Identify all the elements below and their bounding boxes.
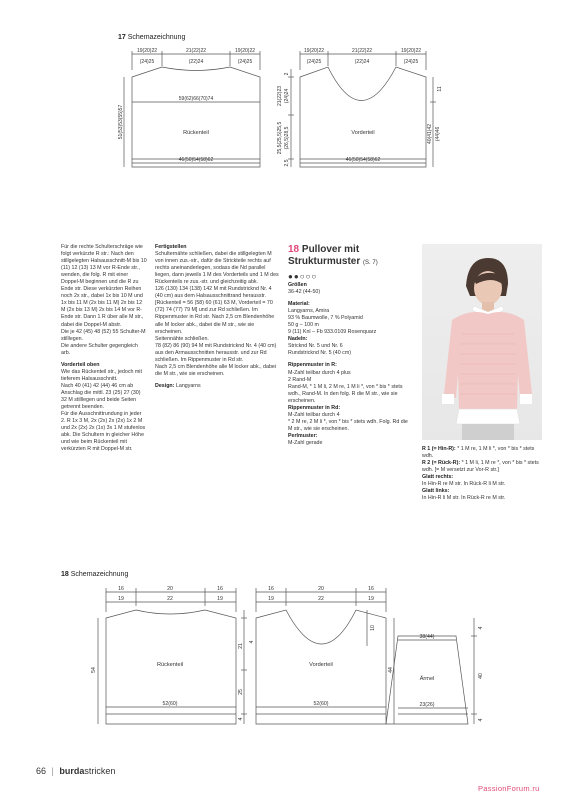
front17-hem: 2,5 xyxy=(284,159,290,167)
glatt-rechts-text: In Hin-R re M str. In Rück-R li M str. xyxy=(422,481,506,488)
front18-top2-3: 19 xyxy=(368,596,374,602)
column-3 xyxy=(288,244,413,447)
col1-para-4: Wie das Rückenteil str., jedoch mit tieferem Halsausschnitt. xyxy=(61,368,142,382)
column-4 xyxy=(422,446,544,502)
row2-text: * 1 M li, 1 M re *, von * bis * stets wdh. [= M versetzt zur Vor-R str.] xyxy=(422,460,539,474)
back17-top-dim2-1: (24)25 xyxy=(139,59,155,65)
column-1 xyxy=(61,244,147,453)
front18-top1-2: 20 xyxy=(318,586,324,592)
glatt-links-heading: Glatt links: xyxy=(422,488,450,495)
back18-top2-3: 19 xyxy=(217,596,223,602)
col2-para-4: 78 (82) 86 (90) 94 M mit Rundstricknd Nr. 4 (40 cm) aus den Armausschnitten herausstr. und zur Rd schließen. Im Rippenmuster in Rd str. xyxy=(155,342,277,363)
col1-heading-vorderteil: Vorderteil oben xyxy=(61,361,100,368)
front17-neck-h0: 2 xyxy=(284,72,290,76)
front17-lower-h1: 25,5(25,5)25,5 xyxy=(277,121,283,155)
difficulty-dot-empty-5: ○ xyxy=(311,272,318,281)
watermark: PassionForum.ru xyxy=(478,784,540,793)
material-line-3: 50 g – 100 m xyxy=(288,322,319,329)
front18-top2-1: 19 xyxy=(268,596,274,602)
front18-top2-2: 22 xyxy=(318,596,324,602)
front18-top1-3: 16 xyxy=(368,586,374,592)
col2-para-1: Schulternähte schließen, dabei die stillgelegten M von innen zus.-str., dafür die Strickteile rechts auf rechts aneinanderlegen, sodass die Nd parallel liegen, dann jeweils 1 M des Vorderteils und 1 M des Rückenteils re zus.-str. und gleichzeitig abk. xyxy=(155,251,279,286)
sizes-value: 36-42 (44-50) xyxy=(288,289,321,296)
col2-para-2: 126 (130) 134 (138) 142 M mit Rundstricknd Nr. 4 (40 cm) aus dem Halsausschnittrand herausstr. [Rückenteil = 56 (58) 60 (61) 63 M, Vorderteil = 70 (72) 74 (77) 79 M] und zur Rd schließen. Im Rippenmuster in Rd str. Nach 2,5 cm Blendenhöhe alle M locker abk., dabei die M str., wie sie erscheinen. xyxy=(155,286,275,335)
col1-para-5: Nach 40 (41) 42 (44) 46 cm ab Anschlag die mittl. 23 (25) 27 (30) 32 M stilllegen und beide Seiten getrennt beenden. xyxy=(61,382,141,411)
back17-top-dim-3: 19(20)22 xyxy=(234,48,256,54)
col2-para-3: Seitennähte schließen. xyxy=(155,335,209,342)
schema-18-drawing xyxy=(80,578,490,733)
back18-top2-1: 19 xyxy=(118,596,124,602)
schema-17-title: 17 Schemazeichnung xyxy=(118,34,186,41)
col2-design-value: Langyarns xyxy=(175,382,201,389)
needles-line-1: Stricknd Nr. 5 und Nr. 6 xyxy=(288,343,343,350)
material-line-4: 9 (11) Knl – Fb 933.0109 Rosenquarz xyxy=(288,329,377,336)
pattern-18-number: 18 xyxy=(288,244,300,255)
front17-top-dim-2: 21(22)22 xyxy=(351,48,373,54)
rib-rd-line-2: * 2 M re, 2 M li *, von * bis * stets wdh. Folg. Rd die M str., wie sie erscheinen. xyxy=(288,418,408,432)
sleeve18-bottom: 23(26) xyxy=(419,702,435,708)
rib-line-3: Rand-M, * 1 M li, 2 M re, 1 M li *, von * bis * stets wdh., Rand-M. In den folg. R die M str., wie sie erscheinen. xyxy=(288,383,403,404)
sleeve18-label: Ärmel xyxy=(419,676,435,682)
back18-right-3: 25 xyxy=(238,689,244,695)
pattern-18-title-2: Strukturmuster xyxy=(288,256,361,267)
schema-18-title: 18 Schemazeichnung xyxy=(61,571,129,578)
footer: 66 | burdastricken xyxy=(36,766,116,776)
back17-top-dim2-2: (22)24 xyxy=(188,59,204,65)
col1-para-6: Für die Ausschnittrundung in jeder 2. R 1x 3 M, 2x (2x) 2x (2x) 1x 2 M und 2x (2x) 2x (1x) 3x 1 M stufenlos abk. Die Schultern in gleicher Höhe und wie beim Rückenteil mit verkürzten R mit Doppel-M str. xyxy=(61,411,146,453)
rib-rd-heading: Rippenmuster in Rd: xyxy=(288,404,341,411)
rib-rd-line-1: M-Zahl teilbar durch 4 xyxy=(288,411,340,418)
col1-para-2: Die je 42 (45) 48 (52) 55 Schulter-M stilllegen. xyxy=(61,328,146,342)
col2-design-label: Design: xyxy=(155,382,175,389)
front18-label: Vorderteil xyxy=(309,662,333,668)
col1-para-1: Für die rechte Schulterschräge wie folgt verkürzte R str.: Nach den stillgelegten Halsausschnitt-M bis 10 (11) 12 (13) 13 M vor R-Ende str., wenden, die folg. R mit einer Doppel-M beginnen und die R zu Ende str. Diese verkürzten Reihen noch 2x str., dabei 1x bis 10 M und 1x bis 11 M (2x bis 11 M) 2x bis 12 M (2x bis 13 M) 2x bis 14 M vor R-Ende str. Dann 1 R über alle M str., dabei die Doppel-M abstr. xyxy=(61,244,147,328)
sizes-heading: Größen xyxy=(288,282,307,288)
back18-right-4: 4 xyxy=(238,717,244,721)
pattern-18-page-ref: (S. 7) xyxy=(363,260,378,266)
material-line-1: Langyarns, Amira xyxy=(288,308,330,315)
front17-top-dim2-2: (22)24 xyxy=(354,59,370,65)
difficulty-dot-empty-3: ○ xyxy=(299,272,306,281)
rib-line-2: 2 Rand-M xyxy=(288,376,312,383)
back18-width: 52(60) xyxy=(162,701,178,707)
front17-top-dim-3: 19(20)22 xyxy=(400,48,422,54)
back18-top2-2: 22 xyxy=(167,596,173,602)
back17-bottom-width: 46(50)54(58)62 xyxy=(178,157,214,163)
back18-top1-2: 20 xyxy=(167,586,173,592)
row1-text: * 1 M re, 1 M li *, von * bis * stets wdh. xyxy=(422,446,535,460)
front17-neck-h2: (24)24 xyxy=(284,88,290,104)
model-photo xyxy=(422,244,542,440)
glatt-links-text: In Hin-R li M str. In Rück-R re M str. xyxy=(422,495,506,502)
col1-para-3: Die andere Schulter gegengleich arb. xyxy=(61,342,138,356)
glatt-rechts-heading: Glatt rechts: xyxy=(422,474,454,481)
schema-17-drawing xyxy=(110,42,443,192)
back17-top-dim2-3: (24)25 xyxy=(237,59,253,65)
back17-top-dim-1: 19(20)22 xyxy=(136,48,158,54)
back18-right-1: 21 xyxy=(238,643,244,649)
column-2 xyxy=(155,244,279,390)
front18-top1-1: 16 xyxy=(268,586,274,592)
pattern-18-heading xyxy=(288,244,413,269)
rib-heading: Rippenmuster in R: xyxy=(288,362,337,369)
difficulty-dot-filled-1: ● xyxy=(288,272,294,281)
needles-heading: Nadeln: xyxy=(288,336,308,343)
front17-bottom-width: 46(50)54(58)62 xyxy=(345,157,381,163)
front18-height: 44 xyxy=(388,667,394,673)
brand-bold: burda xyxy=(59,766,85,776)
rib-line-1: M-Zahl teilbar durch 4 plus xyxy=(288,369,351,376)
col2-para-5: Nach 2,5 cm Blendenhöhe alle M locker abk., dabei die M str., wie sie erscheinen. xyxy=(155,363,277,377)
front18-neck-depth: 10 xyxy=(370,625,376,631)
pearl-heading: Perlmuster: xyxy=(288,432,318,439)
row1-label: R 1 (= Hin-R): xyxy=(422,446,456,452)
front17-lower-h2: (26,5)28,5 xyxy=(284,126,290,150)
front17-right-h1: 40(41)42 xyxy=(427,123,433,145)
back17-top-dim-2: 21(22)22 xyxy=(185,48,207,54)
back18-label: Rückenteil xyxy=(156,662,184,668)
back17-inner-width: 59(62)66(70)74 xyxy=(178,96,214,102)
front17-top-dim-1: 19(20)22 xyxy=(303,48,325,54)
sleeve18-right-1: 4 xyxy=(478,626,484,630)
front17-right-h2: (44)46 xyxy=(435,126,441,142)
back18-right-2: 4 xyxy=(249,640,255,644)
difficulty-dot-filled-2: ● xyxy=(293,272,300,281)
pattern-18-title-1: Pullover mit xyxy=(301,244,360,255)
front17-top-dim2-3: (24)25 xyxy=(403,59,419,65)
needles-line-2: Rundstricknd Nr. 5 (40 cm) xyxy=(288,350,351,357)
difficulty-dots xyxy=(288,272,413,281)
row2-label: R 2 (= Rück-R): xyxy=(422,460,461,467)
back17-label: Rückenteil xyxy=(183,130,209,136)
difficulty-dot-empty-4: ○ xyxy=(305,272,312,281)
back18-top1-1: 16 xyxy=(118,586,124,592)
brand-light: stricken xyxy=(84,766,116,776)
page-number: 66 xyxy=(36,766,47,776)
front17-right-h0: 11 xyxy=(437,86,443,92)
front18-width: 52(60) xyxy=(313,701,329,707)
front17-neck-h1: 21(22)23 xyxy=(277,85,283,107)
back18-height: 54 xyxy=(91,667,97,673)
sleeve18-top: 38(44) xyxy=(419,634,435,640)
sleeve18-right-2: 40 xyxy=(478,673,484,679)
sleeve18-right-3: 4 xyxy=(478,718,484,722)
col2-heading-fertigstellen: Fertigstellen xyxy=(155,244,187,250)
back17-side-height: 51(53)53(55)57 xyxy=(118,104,124,140)
material-heading: Material: xyxy=(288,301,310,308)
front17-top-dim2-1: (24)25 xyxy=(306,59,322,65)
front17-label: Vorderteil xyxy=(351,130,375,136)
back18-top1-3: 16 xyxy=(217,586,223,592)
pearl-value: M-Zahl gerade xyxy=(288,439,323,446)
material-line-2: 93 % Baumwolle, 7 % Polyamid xyxy=(288,315,363,322)
